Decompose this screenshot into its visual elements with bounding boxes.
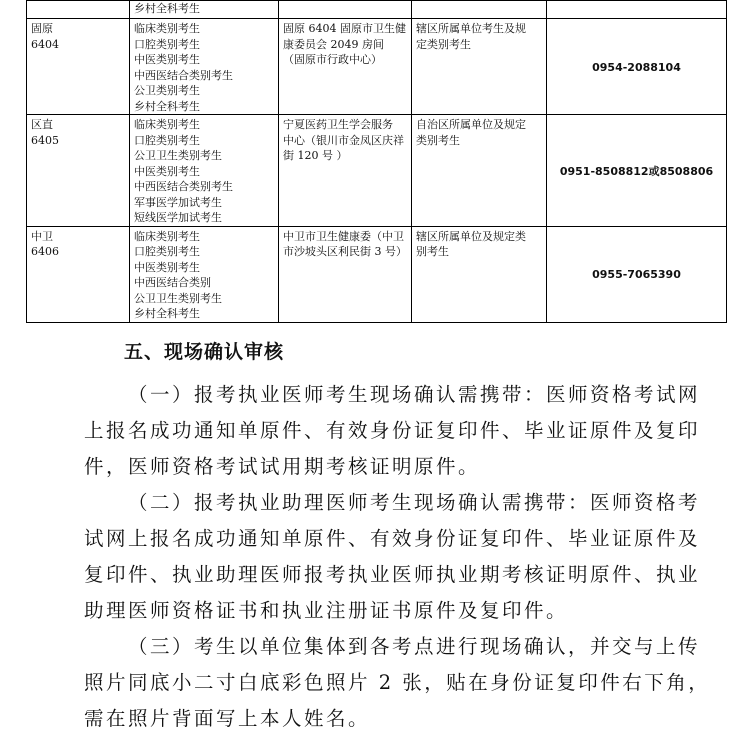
phone-number: 0955-7065390 <box>592 268 681 282</box>
category-line: 口腔类别考生 <box>134 37 200 51</box>
region-name: 中卫 <box>31 229 53 243</box>
scope-cell <box>412 19 547 115</box>
category-line: 口腔类别考生 <box>134 245 200 258</box>
category-line: 口腔类别考生 <box>134 133 200 147</box>
paragraph-line: 助理医师资格证书和执业注册证书原件及复印件。 <box>84 599 569 622</box>
table-cell <box>547 1 727 19</box>
scope-cell <box>412 115 547 227</box>
paragraph-line: 试网上报名成功通知单原件、有效身份证复印件、毕业证原件及 <box>84 527 701 550</box>
scope-line: 别考生 <box>416 245 449 258</box>
paragraph-line: 复印件、执业助理医师报考执业医师执业期考核证明原件、执业 <box>84 563 701 586</box>
location-cell <box>279 226 412 322</box>
categories-cell <box>130 115 279 227</box>
table-row <box>27 19 727 115</box>
category-line: 乡村全科考生 <box>134 307 200 320</box>
category-line: 公卫卫生类别考生 <box>134 149 222 162</box>
location-line: 康委员会 2049 房间 <box>283 37 384 51</box>
paragraph-1 <box>84 377 701 485</box>
table-row <box>27 1 727 19</box>
region-code: 6404 <box>31 37 59 51</box>
table-row <box>27 115 727 227</box>
region-name: 固原 <box>31 22 53 35</box>
paragraph-2 <box>84 485 701 629</box>
category-line: 临床类别考生 <box>134 22 200 35</box>
paragraph-line: （一）报考执业医师考生现场确认需携带：医师资格考试网 <box>128 383 701 406</box>
location-line: （固原市行政中心） <box>283 53 382 66</box>
scope-line: 类别考生 <box>416 133 460 147</box>
category-line: 公卫卫生类别考生 <box>134 291 222 305</box>
location-line: 街 120 号 ） <box>283 149 348 162</box>
paragraph-line: 件，医师资格考试试用期考核证明原件。 <box>84 455 481 478</box>
category-line: 中西医结合类别考生 <box>134 68 233 82</box>
paragraph-line: 需在照片背面写上本人姓名。 <box>84 707 371 730</box>
phone-cell <box>547 19 727 115</box>
scope-line: 辖区所属单位及规定类 <box>416 229 526 243</box>
category-line: 中医类别考生 <box>134 164 200 178</box>
paragraph-line: 上报名成功通知单原件、有效身份证复印件、毕业证原件及复印 <box>84 419 701 442</box>
category-line: 乡村全科考生 <box>134 99 200 113</box>
region-cell <box>27 115 130 227</box>
region-code: 6406 <box>31 245 59 258</box>
category-line: 中医类别考生 <box>134 260 200 274</box>
scope-cell <box>412 226 547 322</box>
phone-cell <box>547 226 727 322</box>
category-line: 公卫类别考生 <box>134 84 200 97</box>
region-cell <box>27 19 130 115</box>
category-line: 军事医学加试考生 <box>134 195 222 209</box>
table-cell <box>27 1 130 19</box>
phone-cell <box>547 115 727 227</box>
region-name: 区直 <box>31 118 53 131</box>
paragraph-line: （二）报考执业助理医师考生现场确认需携带：医师资格考 <box>128 491 701 514</box>
category-line: 中西医结合类别考生 <box>134 180 233 193</box>
categories-cell <box>130 226 279 322</box>
paragraph-line: （三）考生以单位集体到各考点进行现场确认，并交与上传 <box>128 635 701 658</box>
category-line: 中医类别考生 <box>134 53 200 66</box>
table-cell <box>130 1 279 19</box>
location-line: 市沙坡头区利民街 3 号） <box>283 245 407 258</box>
location-line: 宁夏医药卫生学会服务 <box>283 118 393 131</box>
paragraph-line: 照片同底小二寸白底彩色照片 2 张，贴在身份证复印件右下角， <box>84 671 711 694</box>
exam-sites-table <box>26 0 727 323</box>
region-cell <box>27 226 130 322</box>
category-line: 中西医结合类别 <box>134 276 211 289</box>
region-code: 6405 <box>31 133 59 147</box>
section-heading: 五、现场确认审核 <box>124 341 285 363</box>
table-row <box>27 226 727 322</box>
scope-line: 辖区所属单位考生及规 <box>416 22 526 35</box>
location-line: 中心（银川市金凤区庆祥 <box>283 133 404 147</box>
table-cell <box>279 1 412 19</box>
category-line: 临床类别考生 <box>134 229 200 243</box>
category-line: 临床类别考生 <box>134 118 200 131</box>
category-line: 短线医学加试考生 <box>134 211 222 224</box>
categories-cell <box>130 19 279 115</box>
scope-line: 自治区所属单位及规定 <box>416 118 526 131</box>
table-cell <box>412 1 547 19</box>
phone-number: 0954-2088104 <box>592 60 681 74</box>
location-line: 中卫市卫生健康委（中卫 <box>283 229 404 243</box>
scope-line: 定类别考生 <box>416 37 471 51</box>
category-line: 乡村全科考生 <box>134 2 200 15</box>
location-cell <box>279 19 412 115</box>
paragraph-3 <box>84 629 711 737</box>
location-cell <box>279 115 412 227</box>
phone-number: 0951-8508812或8508806 <box>559 164 714 178</box>
location-line: 固原 6404 固原市卫生健 <box>283 22 406 35</box>
